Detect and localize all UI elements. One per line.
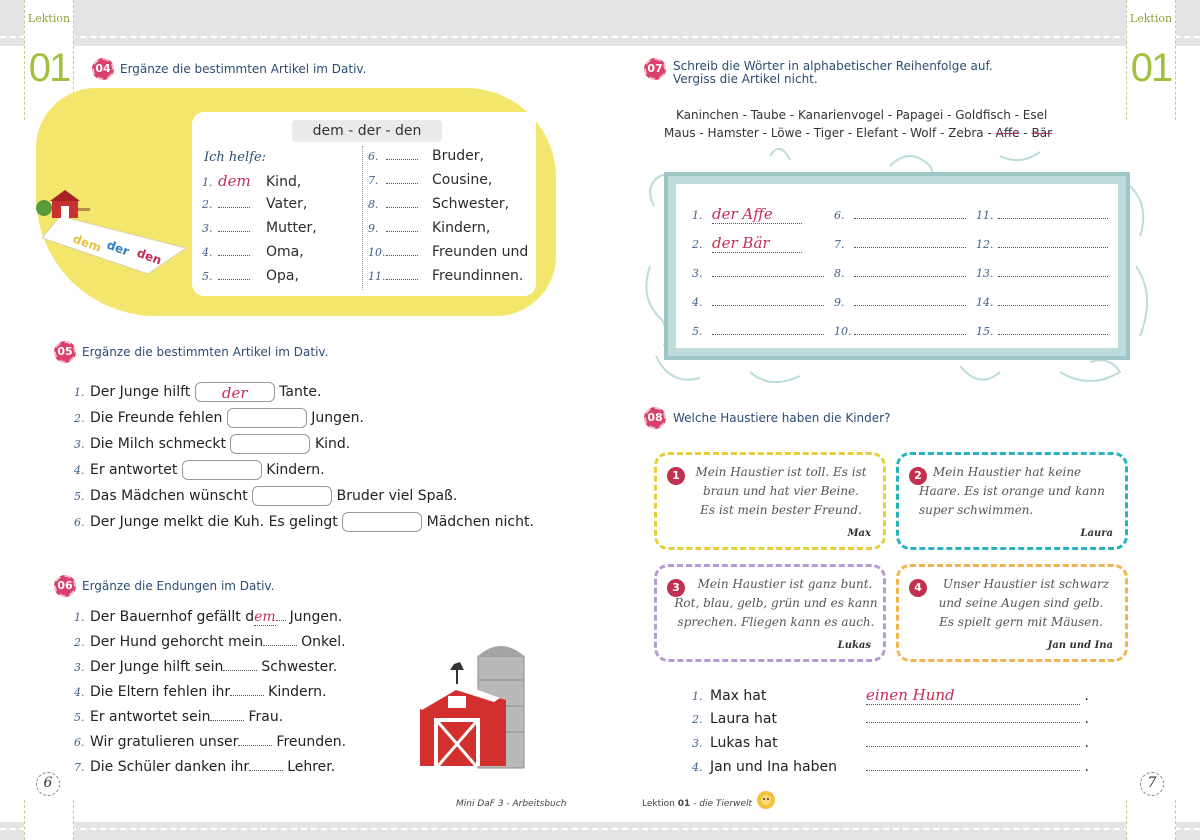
card-text: Mein Haustier ist toll. Es ist braun und hat vier Beine. Es ist mein bester Freund.	[695, 465, 867, 517]
lesson-footer: Lektion 01 - die Tierwelt	[642, 799, 753, 809]
answer-column-2	[834, 204, 966, 349]
exercise-item: 1. Der Junge hilft der Tante.	[74, 384, 322, 402]
answer-field[interactable]	[712, 305, 824, 306]
answer-field[interactable]: der	[195, 382, 275, 402]
lektion-label: Lektion	[1129, 12, 1173, 25]
exercise-item: 4. Jan und Ina haben .	[692, 759, 1089, 775]
answer-field[interactable]	[854, 218, 966, 219]
answer-field[interactable]	[854, 276, 966, 277]
card-author: Lukas	[837, 640, 871, 651]
card-number-badge: 4	[909, 579, 927, 597]
answer-field[interactable]	[386, 255, 418, 256]
answer-field[interactable]: em	[254, 609, 276, 625]
task-number-badge: 04	[92, 58, 114, 80]
card-text: Mein Haustier ist ganz bunt. Rot, blau, gelb, grün und es kann sprechen. Fliegen kann es auch.	[674, 577, 878, 629]
lektion-number: 01	[1130, 46, 1172, 90]
card-author: Jan und Ina	[1047, 640, 1113, 651]
answer-field[interactable]	[218, 255, 250, 256]
struck-word: Bär	[1031, 126, 1053, 140]
word-list-line: Maus - Hamster - Löwe - Tiger - Elefant - Wolf - Zebra - Affe - Bär	[664, 126, 1053, 140]
lion-icon	[754, 790, 778, 810]
card-number-badge: 3	[667, 579, 685, 597]
list-item: 2. Vater,	[202, 196, 308, 212]
list-item: 8. Schwester,	[368, 196, 510, 212]
bottom-bar	[0, 822, 1200, 840]
answer-field[interactable]	[866, 770, 1080, 771]
answer-field[interactable]	[854, 305, 966, 306]
card-author: Max	[847, 528, 871, 539]
ribbon-bottom-right	[1126, 800, 1176, 840]
answer-field[interactable]	[182, 460, 262, 480]
answer-field[interactable]	[712, 276, 824, 277]
pet-card	[654, 564, 886, 662]
card-word: dem	[70, 231, 104, 255]
right-column	[368, 148, 528, 292]
barn-silo-illustration	[410, 640, 530, 774]
answer-line: 14.	[976, 291, 1108, 320]
book-title: Mini DaF 3 - Arbeitsbuch	[456, 799, 567, 809]
card-number-badge: 1	[667, 467, 685, 485]
list-item: 5. Opa,	[202, 268, 299, 284]
answer-line: 15.	[976, 320, 1108, 349]
answer-field[interactable]	[386, 159, 418, 160]
answer-field[interactable]	[252, 486, 332, 506]
task-title: Ergänze die bestimmten Artikel im Dativ.	[82, 345, 329, 359]
answer-field[interactable]	[712, 334, 824, 335]
answer-field[interactable]: einen Hund	[866, 686, 1080, 705]
task-title: Ergänze die bestimmten Artikel im Dativ.	[120, 62, 367, 76]
task-title: Welche Haustiere haben die Kinder?	[673, 411, 891, 425]
pet-card	[896, 452, 1128, 550]
card-number-badge: 2	[909, 467, 927, 485]
exercise-item: 5. Er antwortet sein Frau.	[74, 709, 284, 725]
ribbon-bottom-left	[24, 800, 74, 840]
answer-line: 13.	[976, 262, 1108, 291]
answer-line: 11.	[976, 204, 1108, 233]
answer-field[interactable]	[342, 512, 422, 532]
card-author: Laura	[1080, 528, 1113, 539]
answer-field[interactable]	[998, 218, 1108, 219]
intro-text: Ich helfe:	[204, 150, 267, 165]
lektion-label: Lektion	[27, 12, 71, 25]
answer-field[interactable]	[223, 670, 257, 671]
task-number-badge: 05	[54, 341, 76, 363]
exercise-item: 2. Laura hat .	[692, 711, 1089, 727]
answer-field[interactable]	[218, 207, 250, 208]
answer-field[interactable]	[230, 434, 310, 454]
answer-field[interactable]	[227, 408, 307, 428]
exercise-item: 1. Der Bauernhof gefällt dem Jungen.	[74, 609, 343, 625]
answer-field[interactable]	[998, 276, 1108, 277]
answer-line: 1. der Affe	[692, 204, 824, 233]
list-item: 1. dem Kind,	[202, 172, 302, 190]
card-word: den	[134, 245, 164, 268]
answer-field[interactable]	[386, 183, 418, 184]
answer-field[interactable]	[210, 720, 244, 721]
answer-field[interactable]	[998, 305, 1108, 306]
list-item: 7. Cousine,	[368, 172, 493, 188]
task-title: Schreib die Wörter in alphabetischer Reihenfolge auf. Vergiss die Artikel nicht.	[673, 59, 993, 86]
card-text: Unser Haustier ist schwarz und seine Augen sind gelb. Es spielt gern mit Mäusen.	[938, 577, 1110, 629]
answer-field[interactable]	[249, 770, 283, 771]
rooster-icon	[450, 662, 464, 670]
answer-field[interactable]	[218, 231, 250, 232]
answer-field[interactable]	[854, 247, 966, 248]
answer-field[interactable]	[386, 207, 418, 208]
answer-line: 10.	[834, 320, 966, 349]
exercise-item: 3. Der Junge hilft sein Schwester.	[74, 659, 338, 675]
answer-field[interactable]: der Affe	[712, 205, 802, 224]
exercise-item: 1. Max hat einen Hund .	[692, 686, 1089, 704]
answer-field[interactable]: dem	[218, 172, 251, 190]
task-number-badge: 08	[644, 407, 666, 429]
exercise-item: 2. Der Hund gehorcht mein Onkel.	[74, 634, 346, 650]
exercise-item: 2. Die Freunde fehlen Jungen.	[74, 410, 364, 426]
barn-card-illustration	[36, 186, 196, 276]
answer-field[interactable]	[386, 231, 418, 232]
exercise-item: 4. Die Eltern fehlen ihr Kindern.	[74, 684, 327, 700]
answer-field[interactable]	[230, 695, 264, 696]
answer-field[interactable]	[386, 279, 418, 280]
page-number-left: 6	[36, 772, 60, 796]
answer-line: 6.	[834, 204, 966, 233]
answer-field[interactable]: der Bär	[712, 234, 802, 253]
exercise-item: 3. Die Milch schmeckt Kind.	[74, 436, 351, 452]
word-list-line: Kaninchen - Taube - Kanarienvogel - Papagei - Goldfisch - Esel	[676, 108, 1048, 122]
struck-word: Affe	[995, 126, 1020, 140]
answer-field[interactable]	[998, 334, 1108, 335]
article-card	[192, 112, 536, 296]
page-number-right: 7	[1140, 772, 1164, 796]
answer-field[interactable]	[866, 746, 1080, 747]
answer-line: 4.	[692, 291, 824, 320]
card-word: der	[104, 237, 132, 259]
task-number-badge: 06	[54, 575, 76, 597]
pet-card	[654, 452, 886, 550]
exercise-item: 6. Der Junge melkt die Kuh. Es gelingt Mädchen nicht.	[74, 514, 534, 530]
top-bar	[0, 0, 1200, 46]
small-barn-icon	[36, 190, 90, 218]
answer-column-1	[692, 204, 824, 349]
answer-field[interactable]	[866, 722, 1080, 723]
exercise-item: 7. Die Schüler danken ihr Lehrer.	[74, 759, 336, 775]
exercise-item: 3. Lukas hat .	[692, 735, 1089, 751]
lektion-number: 01	[28, 46, 70, 90]
answer-line: 8.	[834, 262, 966, 291]
answer-line: 3.	[692, 262, 824, 291]
exercise-item: 5. Das Mädchen wünscht Bruder viel Spaß.	[74, 488, 458, 504]
list-item: 3. Mutter,	[202, 220, 317, 236]
list-item: 11. Freundinnen.	[368, 268, 524, 284]
list-item: 9. Kindern,	[368, 220, 491, 236]
answer-line: 7.	[834, 233, 966, 262]
answer-field[interactable]	[238, 745, 272, 746]
task-title: Ergänze die Endungen im Dativ.	[82, 579, 275, 593]
list-item: 4. Oma,	[202, 244, 304, 260]
list-item: 10. Freunden und	[368, 244, 529, 260]
lektion-ribbon-right	[1126, 0, 1176, 120]
answer-line: 2. der Bär	[692, 233, 824, 262]
answer-line: 5.	[692, 320, 824, 349]
answer-field[interactable]	[263, 645, 297, 646]
answer-line: 9.	[834, 291, 966, 320]
answer-field[interactable]	[998, 247, 1108, 248]
answer-column-3	[976, 204, 1108, 349]
alphabet-answer-panel	[664, 172, 1130, 360]
exercise-item: 4. Er antwortet Kindern.	[74, 462, 325, 478]
answer-field[interactable]	[218, 279, 250, 280]
answer-field[interactable]	[854, 334, 966, 335]
answer-line: 12.	[976, 233, 1108, 262]
word-options: dem - der - den	[292, 120, 442, 142]
card-text: Mein Haustier hat keine Haare. Es ist orange und kann super schwimmen.	[919, 465, 1105, 517]
list-item: 6. Bruder,	[368, 148, 484, 164]
pet-card	[896, 564, 1128, 662]
exercise-item: 6. Wir gratulieren unser Freunden.	[74, 734, 347, 750]
left-column	[202, 172, 317, 292]
task-number-badge: 07	[644, 58, 666, 80]
